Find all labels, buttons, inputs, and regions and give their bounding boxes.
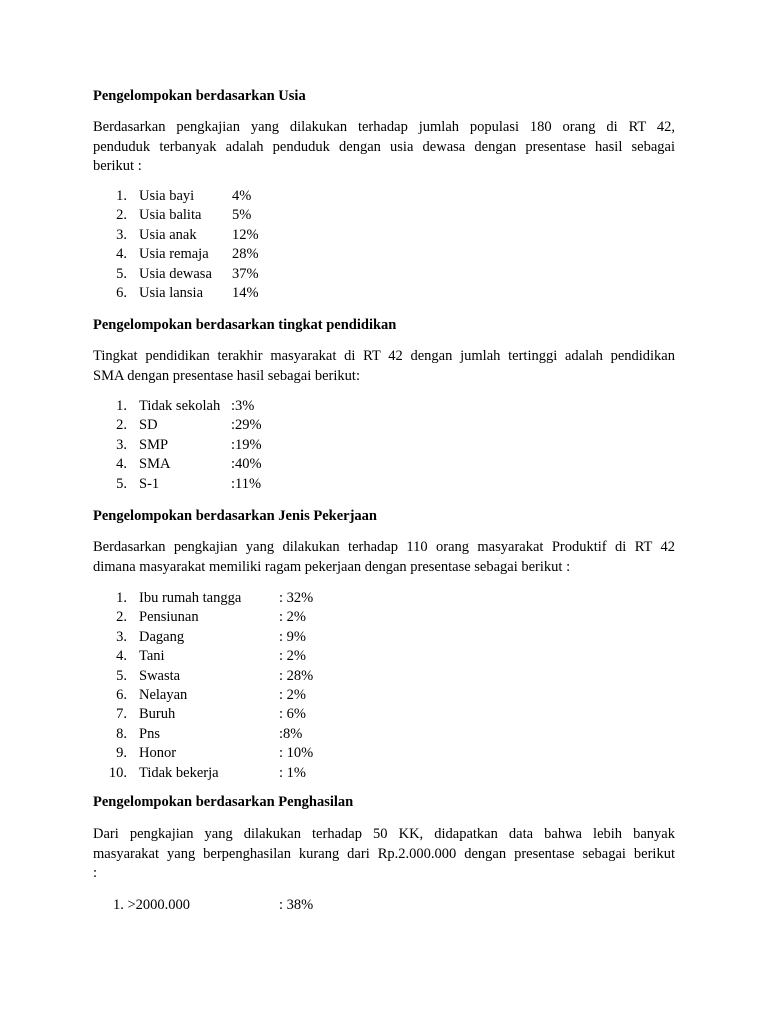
list-item-number: 4. (116, 648, 127, 665)
paragraph-line: SMA dengan presentase hasil sebagai berikut: (93, 367, 360, 384)
paragraph-line: Berdasarkan pengkajian yang dilakukan terhadap jumlah populasi 180 orang di RT 42, (93, 119, 675, 135)
list-item-number: 7. (116, 706, 127, 723)
list-item-label: Swasta (139, 667, 181, 684)
list-item-value: : 28% (279, 667, 314, 684)
list-item-number: 6. (116, 284, 127, 301)
list-item-label: S-1 (139, 475, 160, 492)
paragraph-line: Tingkat pendidikan terakhir masyarakat di RT 42 dengan jumlah tertinggi adalah pendidikan (93, 348, 675, 364)
list-item-number: 1. (116, 188, 127, 204)
list-item-number: 5. (116, 265, 127, 282)
list-item-number: 2. (116, 417, 127, 434)
list-item-label: Usia balita (139, 207, 202, 224)
paragraph-line: berikut : (93, 158, 142, 174)
list-item-number: 5. (116, 667, 127, 684)
list-item-value: : 2% (279, 609, 306, 626)
paragraph-line: masyarakat yang berpenghasilan kurang dari Rp.2.000.000 dengan presentase sebagai berikut (93, 845, 675, 862)
list-item-label: SD (139, 417, 158, 434)
list-item-number: 3. (116, 628, 127, 645)
list-item-value: : 32% (279, 590, 314, 606)
list-item-label: Usia remaja (139, 246, 209, 263)
list-item-number: 2. (116, 207, 127, 224)
list-item-value: : 2% (279, 686, 306, 703)
list-item-number: 5. (116, 475, 127, 492)
list-item-label: SMA (139, 456, 171, 473)
section-heading-pendidikan: Pengelompokan berdasarkan tingkat pendidikan (93, 317, 397, 333)
list-item-value: 5% (232, 207, 252, 224)
list-item-label: Tidak sekolah (139, 398, 221, 414)
list-item-label: Nelayan (139, 686, 188, 703)
list-item-value: :11% (231, 475, 262, 492)
list-item-label: Usia lansia (139, 284, 204, 301)
list-item-value: : 2% (279, 648, 306, 665)
list-item-number: 1. (113, 897, 124, 913)
paragraph-line: Dari pengkajian yang dilakukan terhadap 50 KK, didapatkan data bahwa lebih banyak (93, 826, 675, 842)
list-item-number: 6. (116, 686, 127, 703)
list-item-value: :8% (279, 725, 303, 742)
section-heading-penghasilan: Pengelompokan berdasarkan Penghasilan (93, 794, 354, 810)
list-item-label: Ibu rumah tangga (139, 590, 242, 606)
list-item-value: 28% (232, 246, 259, 263)
list-item-value: :3% (231, 398, 255, 414)
section-paragraph-usia (93, 118, 675, 177)
list-item-number: 4. (116, 456, 127, 473)
list-item-value: :29% (231, 417, 262, 434)
list-item-label: Usia anak (139, 226, 197, 243)
list-item-number: 1. (116, 398, 127, 414)
list-item-value: 37% (232, 265, 259, 282)
paragraph-line: dimana masyarakat memiliki ragam pekerjaan dengan presentase sebagai berikut : (93, 558, 571, 575)
list-item-value: :19% (231, 436, 262, 453)
list-item-value: : 9% (279, 628, 306, 645)
list-item-number: 3. (116, 436, 127, 453)
list-item-label: Dagang (139, 628, 185, 645)
list-item-label: Tani (139, 648, 165, 665)
paragraph-line: penduduk terbanyak adalah penduduk dengan usia dewasa dengan presentase hasil sebagai (93, 138, 675, 155)
list-item-label: Pensiunan (139, 609, 199, 626)
list-item-label: >2000.000 (127, 897, 191, 913)
list-item-number: 3. (116, 226, 127, 243)
list-item-value: : 1% (279, 764, 306, 781)
list-item-value: 12% (232, 226, 259, 243)
list-item-number: 1. (116, 590, 127, 606)
list-item-value: : 10% (279, 745, 314, 762)
paragraph-line: : (93, 865, 98, 881)
section-heading-usia: Pengelompokan berdasarkan Usia (93, 88, 306, 104)
list-item-value: : 6% (279, 706, 306, 723)
list-item-label: SMP (139, 436, 169, 453)
list-item-value: :40% (231, 456, 262, 473)
list-item-number: 10. (108, 764, 127, 781)
list-item-label: Usia bayi (139, 188, 195, 204)
section-paragraph-penghasilan (93, 825, 675, 884)
paragraph-line: Berdasarkan pengkajian yang dilakukan terhadap 110 orang masyarakat Produktif di RT 42 (93, 539, 675, 555)
section-paragraph-pendidikan (93, 347, 675, 386)
list-item (113, 896, 314, 915)
list-item-value: : 38% (279, 897, 314, 913)
list-item-label: Pns (139, 725, 160, 742)
list-item-value: 4% (232, 188, 252, 204)
list-item-number: 8. (116, 725, 127, 742)
list-item-label: Tidak bekerja (139, 764, 219, 781)
section-paragraph-pekerjaan (93, 538, 675, 577)
list-item-number: 9. (116, 745, 127, 762)
list-item-label: Buruh (139, 706, 176, 723)
list-item-label: Usia dewasa (139, 265, 212, 282)
list-item-value: 14% (232, 284, 259, 301)
list-item-number: 4. (116, 246, 127, 263)
section-heading-pekerjaan: Pengelompokan berdasarkan Jenis Pekerjaan (93, 508, 377, 524)
list-item-number: 2. (116, 609, 127, 626)
list-item-label: Honor (139, 745, 177, 762)
